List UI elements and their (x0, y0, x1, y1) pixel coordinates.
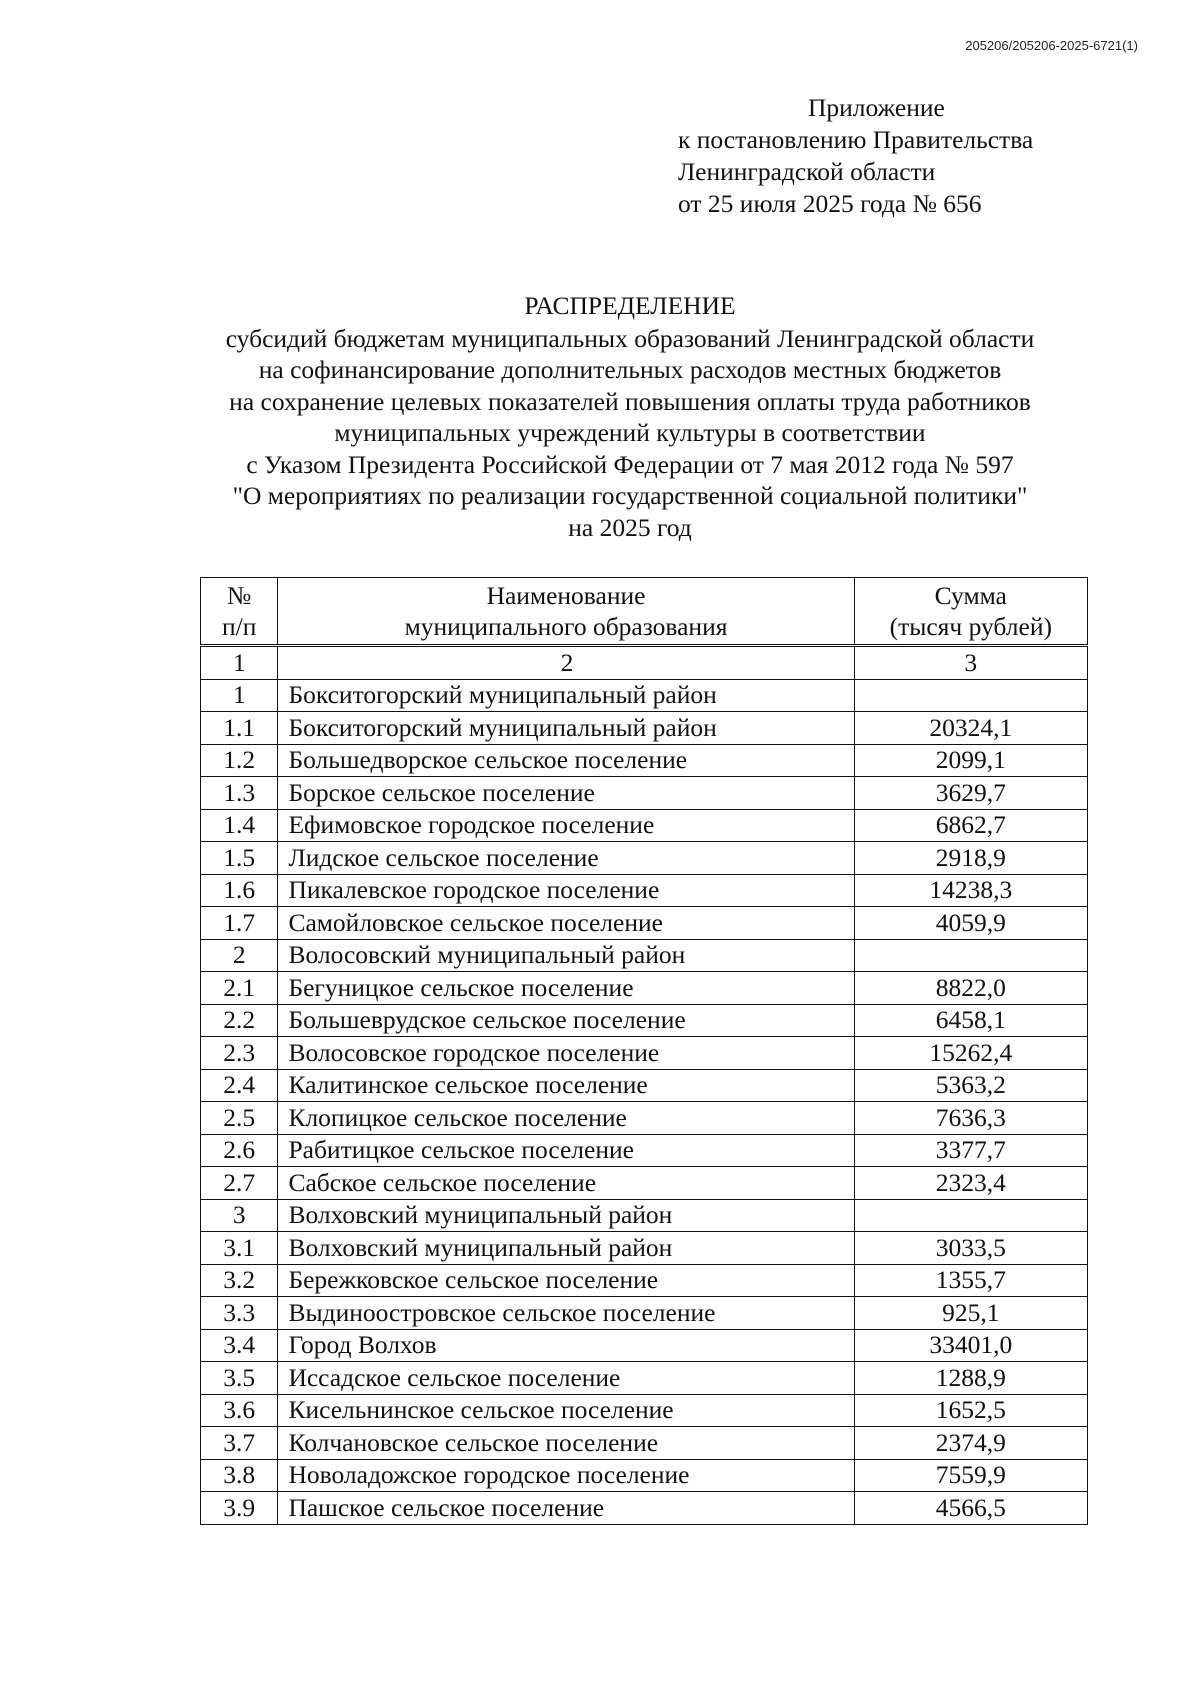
table-row (201, 809, 1088, 842)
header-sum-line: (тысяч рублей) (889, 612, 1052, 641)
subsidy-amount: 1652,5 (854, 1394, 1087, 1427)
row-number: 2.2 (201, 1004, 278, 1037)
table-row (201, 1232, 1088, 1265)
title-line: с Указом Президента Российской Федерации от 7 мая 2012 года № 597 (246, 449, 1014, 479)
subsidy-amount: 1288,9 (854, 1362, 1087, 1395)
municipality-name: Город Волхов (278, 1329, 854, 1362)
subsidy-amount: 2323,4 (854, 1167, 1087, 1200)
table-row (201, 679, 1088, 712)
header-sum (854, 578, 1087, 646)
table-row (201, 1329, 1088, 1362)
header-name-line: Наименование (486, 581, 646, 610)
row-number: 2.7 (201, 1167, 278, 1200)
table-row (201, 972, 1088, 1005)
municipality-name: Борское сельское поселение (278, 777, 854, 810)
subsidy-amount: 33401,0 (854, 1329, 1087, 1362)
subsidy-amount: 6862,7 (854, 809, 1087, 842)
subsidy-amount: 15262,4 (854, 1037, 1087, 1070)
subsidy-amount: 2918,9 (854, 842, 1087, 875)
table-row (201, 874, 1088, 907)
subsidy-amount: 8822,0 (854, 972, 1087, 1005)
municipality-name: Рабитицкое сельское поселение (278, 1134, 854, 1167)
subsidy-distribution-table (200, 577, 1088, 1525)
row-number: 2.3 (201, 1037, 278, 1070)
subsidy-amount: 925,1 (854, 1297, 1087, 1330)
municipality-name: Бокситогорский муниципальный район (278, 712, 854, 745)
row-number: 2.1 (201, 972, 278, 1005)
header-name (278, 578, 854, 646)
municipality-name: Бегуницкое сельское поселение (278, 972, 854, 1005)
row-number: 1.6 (201, 874, 278, 907)
municipality-name: Бокситогорский муниципальный район (278, 679, 854, 712)
table-row (201, 744, 1088, 777)
row-number: 1 (201, 679, 278, 712)
table-row (201, 1492, 1088, 1525)
subsidy-amount: 1355,7 (854, 1264, 1087, 1297)
municipality-name: Лидское сельское поселение (278, 842, 854, 875)
table-row (201, 777, 1088, 810)
row-number: 3 (201, 1199, 278, 1232)
municipality-name: Новоладожское городское поселение (278, 1459, 854, 1492)
appendix-line: от 25 июля 2025 года № 656 (678, 189, 982, 218)
title-line: "О мероприятиях по реализации государственной социальной политики" (232, 481, 1028, 510)
row-number: 3.8 (201, 1459, 278, 1492)
subsidy-amount (854, 939, 1087, 972)
column-index: 2 (278, 646, 854, 680)
title-line: на 2025 год (568, 512, 692, 542)
document-title (120, 290, 1140, 543)
table-row (201, 1069, 1088, 1102)
row-number: 1.4 (201, 809, 278, 842)
municipality-name: Ефимовское городское поселение (278, 809, 854, 842)
table-row (201, 1362, 1088, 1395)
table-row (201, 842, 1088, 875)
column-index: 3 (854, 646, 1087, 680)
row-number: 3.2 (201, 1264, 278, 1297)
table-row (201, 1004, 1088, 1037)
row-number: 1.3 (201, 777, 278, 810)
municipality-name: Выдиноостровское сельское поселение (278, 1297, 854, 1330)
table-row (201, 712, 1088, 745)
appendix-line: к постановлению Правительства (678, 125, 1034, 154)
row-number: 3.1 (201, 1232, 278, 1265)
table-row (201, 1264, 1088, 1297)
municipality-name: Иссадское сельское поселение (278, 1362, 854, 1395)
subsidy-amount: 14238,3 (854, 874, 1087, 907)
title-line: на софинансирование дополнительных расходов местных бюджетов (258, 355, 1002, 384)
municipality-name: Волховский муниципальный район (278, 1232, 854, 1265)
appendix-line: Ленинградской области (678, 157, 936, 186)
title-line: на сохранение целевых показателей повышения оплаты труда работников (229, 386, 1031, 416)
subsidy-amount: 3033,5 (854, 1232, 1087, 1265)
municipality-name: Калитинское сельское поселение (278, 1069, 854, 1102)
table-header-row (201, 578, 1088, 646)
table-row (201, 1134, 1088, 1167)
subsidy-amount: 20324,1 (854, 712, 1087, 745)
municipality-name: Сабское сельское поселение (278, 1167, 854, 1200)
table-row (201, 1102, 1088, 1135)
municipality-name: Большедворское сельское поселение (278, 744, 854, 777)
subsidy-amount: 3377,7 (854, 1134, 1087, 1167)
municipality-name: Пашское сельское поселение (278, 1492, 854, 1525)
title-line: субсидий бюджетам муниципальных образований Ленинградской области (225, 323, 1035, 353)
appendix-header (678, 92, 1033, 220)
subsidy-amount: 3629,7 (854, 777, 1087, 810)
row-number: 1.5 (201, 842, 278, 875)
table-row (201, 939, 1088, 972)
municipality-name: Бережковское сельское поселение (278, 1264, 854, 1297)
header-sum-line: Сумма (934, 581, 1007, 610)
municipality-name: Волосовское городское поселение (278, 1037, 854, 1070)
appendix-line: Приложение (808, 93, 945, 122)
row-number: 2.5 (201, 1102, 278, 1135)
row-number: 3.5 (201, 1362, 278, 1395)
municipality-name: Колчановское сельское поселение (278, 1427, 854, 1460)
subsidy-amount: 7559,9 (854, 1459, 1087, 1492)
row-number: 3.7 (201, 1427, 278, 1460)
table-row (201, 1297, 1088, 1330)
document-registration-code: 205206/205206-2025-6721(1) (965, 38, 1138, 53)
municipality-name: Клопицкое сельское поселение (278, 1102, 854, 1135)
row-number: 3.4 (201, 1329, 278, 1362)
table-row (201, 1167, 1088, 1200)
table-row (201, 1199, 1088, 1232)
table-row (201, 1427, 1088, 1460)
header-number (201, 578, 278, 646)
subsidy-amount: 2374,9 (854, 1427, 1087, 1460)
table-row (201, 1459, 1088, 1492)
header-name-line: муниципального образования (404, 612, 728, 641)
subsidy-amount: 2099,1 (854, 744, 1087, 777)
municipality-name: Самойловское сельское поселение (278, 907, 854, 940)
subsidy-amount: 5363,2 (854, 1069, 1087, 1102)
column-index-row (201, 646, 1088, 680)
table-row (201, 1037, 1088, 1070)
municipality-name: Кисельнинское сельское поселение (278, 1394, 854, 1427)
row-number: 1.7 (201, 907, 278, 940)
subsidy-amount: 7636,3 (854, 1102, 1087, 1135)
table-row (201, 907, 1088, 940)
row-number: 1.1 (201, 712, 278, 745)
municipality-name: Волосовский муниципальный район (278, 939, 854, 972)
subsidy-amount: 6458,1 (854, 1004, 1087, 1037)
municipality-name: Волховский муниципальный район (278, 1199, 854, 1232)
header-number-line: п/п (222, 612, 257, 641)
row-number: 2.6 (201, 1134, 278, 1167)
header-number-line: № (227, 581, 252, 610)
subsidy-amount (854, 1199, 1087, 1232)
table-body (201, 679, 1088, 1524)
column-index: 1 (201, 646, 278, 680)
row-number: 1.2 (201, 744, 278, 777)
row-number: 3.6 (201, 1394, 278, 1427)
subsidy-amount (854, 679, 1087, 712)
table-row (201, 1394, 1088, 1427)
title-heading: РАСПРЕДЕЛЕНИЕ (524, 291, 736, 320)
row-number: 3.3 (201, 1297, 278, 1330)
row-number: 3.9 (201, 1492, 278, 1525)
row-number: 2.4 (201, 1069, 278, 1102)
subsidy-amount: 4059,9 (854, 907, 1087, 940)
row-number: 2 (201, 939, 278, 972)
subsidy-amount: 4566,5 (854, 1492, 1087, 1525)
municipality-name: Пикалевское городское поселение (278, 874, 854, 907)
municipality-name: Большеврудское сельское поселение (278, 1004, 854, 1037)
title-line: муниципальных учреждений культуры в соответствии (334, 418, 926, 447)
